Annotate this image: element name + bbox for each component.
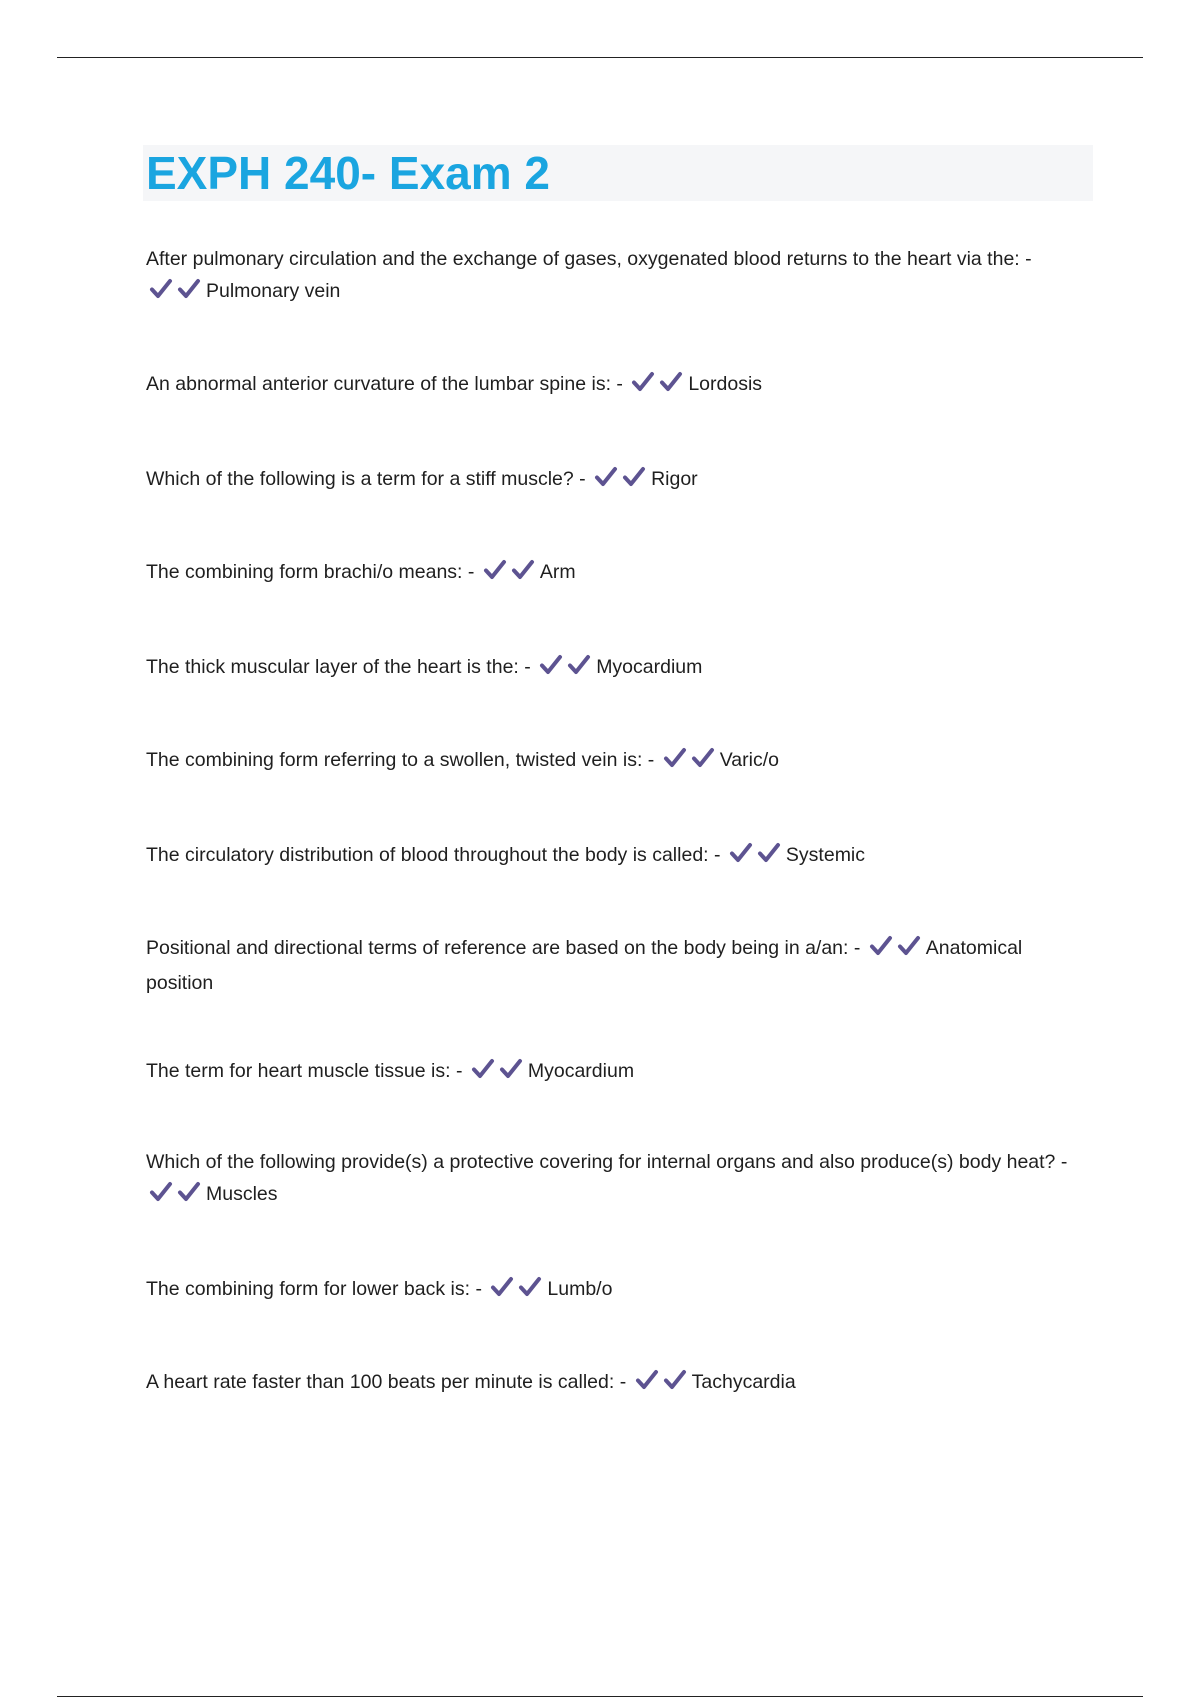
- qa-item: [146, 651, 1086, 686]
- question-text: Which of the following provide(s) a protective covering for internal organs and also produce(s) body heat?: [146, 1151, 1056, 1173]
- qa-item: [146, 839, 1086, 874]
- answer-text: Myocardium: [527, 1060, 635, 1082]
- check-icon: [896, 935, 924, 957]
- check-marks: [489, 1276, 545, 1308]
- answer-text: Tachycardia: [691, 1371, 796, 1393]
- check-icon: [517, 1276, 545, 1298]
- separator: -: [714, 844, 721, 866]
- question-text: An abnormal anterior curvature of the lumbar spine is:: [146, 373, 611, 395]
- check-marks: [868, 935, 924, 967]
- check-marks: [148, 1181, 204, 1213]
- question-text: The combining form for lower back is:: [146, 1278, 471, 1300]
- separator: -: [524, 656, 531, 678]
- check-marks: [538, 654, 594, 686]
- check-icon: [498, 1058, 526, 1080]
- separator: -: [1025, 248, 1032, 270]
- question-text: The thick muscular layer of the heart is the:: [146, 656, 519, 678]
- answer-text: Lumb/o: [547, 1278, 613, 1300]
- answer-text: Muscles: [206, 1183, 278, 1205]
- check-icon: [593, 466, 621, 488]
- check-icon: [621, 466, 649, 488]
- question-text: Positional and directional terms of reference are based on the body being in a/an:: [146, 937, 849, 959]
- answer-text: Varic/o: [719, 749, 779, 771]
- top-rule: [57, 57, 1143, 58]
- question-text: After pulmonary circulation and the exchange of gases, oxygenated blood returns to the heart via the:: [146, 248, 1020, 270]
- check-icon: [489, 1276, 517, 1298]
- qa-item: [146, 1146, 1086, 1213]
- check-marks: [634, 1369, 690, 1401]
- separator: -: [853, 937, 861, 959]
- answer-text: Myocardium: [596, 656, 703, 678]
- check-icon: [662, 1369, 690, 1391]
- check-icon: [176, 1181, 204, 1203]
- check-icon: [566, 654, 594, 676]
- separator: -: [1060, 1151, 1068, 1173]
- separator: -: [475, 1278, 482, 1300]
- check-marks: [148, 278, 204, 310]
- question-text: The term for heart muscle tissue is:: [146, 1060, 451, 1082]
- check-icon: [690, 747, 718, 769]
- check-icon: [662, 747, 690, 769]
- question-text: Which of the following is a term for a stiff muscle?: [146, 468, 574, 490]
- question-text: The circulatory distribution of blood throughout the body is called:: [146, 844, 709, 866]
- separator: -: [619, 1371, 627, 1393]
- question-text: A heart rate faster than 100 beats per minute is called:: [146, 1371, 615, 1393]
- question-text: The combining form brachi/o means:: [146, 561, 463, 583]
- qa-item: [146, 463, 1086, 498]
- qa-item: [146, 1273, 1086, 1308]
- bottom-rule: [57, 1696, 1143, 1697]
- check-icon: [658, 371, 686, 393]
- separator: -: [616, 373, 623, 395]
- check-marks: [630, 371, 686, 403]
- answer-text: Arm: [539, 561, 576, 583]
- check-icon: [868, 935, 896, 957]
- separator: -: [467, 561, 475, 583]
- check-icon: [148, 1181, 176, 1203]
- check-icon: [482, 559, 510, 581]
- check-marks: [728, 842, 784, 874]
- answer-text: Anatomical position: [146, 937, 1023, 994]
- check-icon: [510, 559, 538, 581]
- qa-item: [146, 1055, 1086, 1090]
- check-marks: [593, 466, 649, 498]
- check-icon: [728, 842, 756, 864]
- separator: -: [579, 468, 586, 490]
- check-marks: [482, 559, 538, 591]
- answer-text: Rigor: [651, 468, 698, 490]
- check-icon: [538, 654, 566, 676]
- check-icon: [630, 371, 658, 393]
- answer-text: Pulmonary vein: [206, 280, 341, 302]
- check-marks: [662, 747, 718, 779]
- separator: -: [455, 1060, 463, 1082]
- check-icon: [634, 1369, 662, 1391]
- qa-item: [146, 1366, 1086, 1401]
- answer-text: Systemic: [785, 844, 866, 866]
- answer-text: Lordosis: [688, 373, 763, 395]
- qa-item: [146, 744, 1086, 779]
- separator: -: [647, 749, 655, 771]
- qa-item: [146, 932, 1086, 999]
- question-text: The combining form referring to a swollen, twisted vein is:: [146, 749, 643, 771]
- check-marks: [470, 1058, 526, 1090]
- qa-item: [146, 556, 1086, 591]
- check-icon: [470, 1058, 498, 1080]
- check-icon: [756, 842, 784, 864]
- check-icon: [148, 278, 176, 300]
- check-icon: [176, 278, 204, 300]
- qa-item: [146, 243, 1086, 310]
- qa-item: [146, 368, 1086, 403]
- page-title: EXPH 240- Exam 2: [146, 147, 551, 199]
